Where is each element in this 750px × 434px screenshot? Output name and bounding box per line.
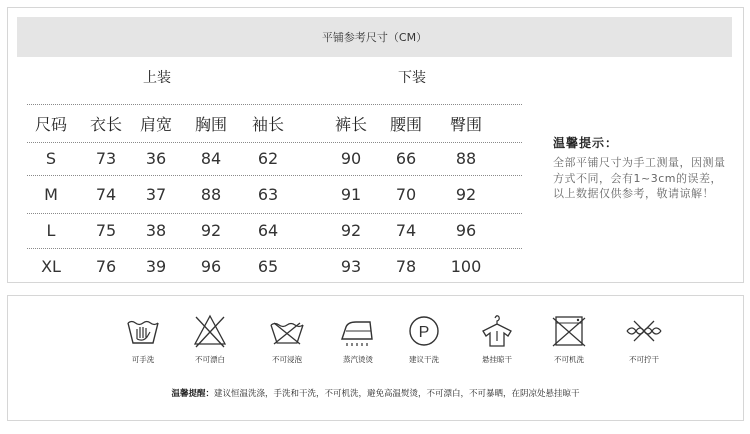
table-header-cell: 胸围 [194, 115, 227, 134]
hang-dry-icon [477, 311, 517, 351]
table-cell: 73 [95, 149, 117, 168]
table-header-cell: 尺码 [34, 115, 67, 134]
care-item-dry-clean [385, 311, 463, 365]
table-cell: 63 [257, 185, 279, 204]
care-item-no-wring [605, 311, 683, 365]
care-note [8, 387, 743, 399]
size-chart-title: 平铺参考尺寸（CM） [17, 17, 732, 57]
care-label: 悬挂晾干 [482, 355, 512, 364]
care-note-text: 建议恒温洗涤，手洗和干洗，不可机洗，避免高温熨烫，不可漂白，不可暴晒，在阴凉处悬挂晾干 [214, 389, 580, 399]
table-cell: 70 [395, 185, 417, 204]
table-cell: 100 [450, 257, 482, 276]
table-cell: 92 [455, 185, 477, 204]
tip-body: 全部平铺尺寸为手工测量，因测量方式不同，会有1~3cm的误差，以上数据仅供参考，敬请谅解！ [553, 156, 726, 200]
table-cell: 39 [145, 257, 167, 276]
table-cell: 36 [145, 149, 167, 168]
table-cell: 38 [145, 221, 167, 240]
care-label: 可手洗 [131, 355, 155, 364]
care-label: 不可浸泡 [272, 355, 302, 364]
bottom-wear-label: 下装 [398, 70, 426, 86]
no-bleach-icon [190, 311, 230, 351]
table-rule-top [27, 104, 522, 105]
tip-title: 温馨提示： [553, 136, 619, 150]
size-label-cell: L [46, 221, 56, 240]
table-cell: 64 [257, 221, 279, 240]
table-cell: 76 [95, 257, 117, 276]
table-cell: 93 [340, 257, 362, 276]
table-rule [27, 142, 522, 143]
table-rule-bottom [27, 248, 522, 249]
table-cell: 37 [145, 185, 167, 204]
table-cell: 91 [340, 185, 362, 204]
table-cell: 90 [340, 149, 362, 168]
size-chart-panel [7, 7, 744, 283]
table-cell: 74 [395, 221, 417, 240]
no-wring-icon [624, 311, 664, 351]
table-header-cell: 肩宽 [139, 115, 172, 134]
table-cell: 74 [95, 185, 117, 204]
care-label: 蒸汽烫烫 [343, 355, 373, 364]
care-item-no-soak [248, 311, 326, 365]
table-cell: 96 [455, 221, 477, 240]
table-cell: 66 [395, 149, 417, 168]
care-item-no-machine-wash [530, 311, 608, 365]
steam-iron-icon [338, 311, 378, 351]
table-cell: 78 [395, 257, 417, 276]
table-cell: 92 [200, 221, 222, 240]
size-label-cell: S [45, 149, 57, 168]
care-label: 不可机洗 [554, 355, 584, 364]
top-wear-label: 上装 [143, 70, 171, 86]
table-header-cell: 臀围 [449, 115, 482, 134]
table-cell: 96 [200, 257, 222, 276]
care-label: 不可拧干 [629, 355, 659, 364]
care-item-hang-dry [458, 311, 536, 365]
hand-wash-icon [123, 311, 163, 351]
table-cell: 84 [200, 149, 222, 168]
care-label: 建议干洗 [409, 355, 439, 364]
table-header-cell: 腰围 [389, 115, 422, 134]
table-header-cell: 衣长 [89, 115, 122, 134]
table-cell: 75 [95, 221, 117, 240]
table-cell: 88 [200, 185, 222, 204]
no-machine-wash-icon [549, 311, 589, 351]
dry-clean-icon [404, 311, 444, 351]
table-header-cell: 袖长 [251, 115, 284, 134]
table-rule [27, 213, 522, 214]
care-label: 不可漂白 [195, 355, 225, 364]
table-rule [27, 175, 522, 176]
care-item-no-bleach [171, 311, 249, 365]
dry-clean-glyph: P [418, 324, 430, 341]
table-cell: 65 [257, 257, 279, 276]
care-instructions-panel [7, 295, 744, 421]
table-cell: 92 [340, 221, 362, 240]
size-label-cell: M [44, 185, 58, 204]
table-cell: 62 [257, 149, 279, 168]
no-soak-icon [267, 311, 307, 351]
table-cell: 88 [455, 149, 477, 168]
size-label-cell: XL [41, 257, 61, 276]
table-header-cell: 裤长 [334, 115, 367, 134]
care-note-label: 温馨提醒： [171, 389, 214, 399]
